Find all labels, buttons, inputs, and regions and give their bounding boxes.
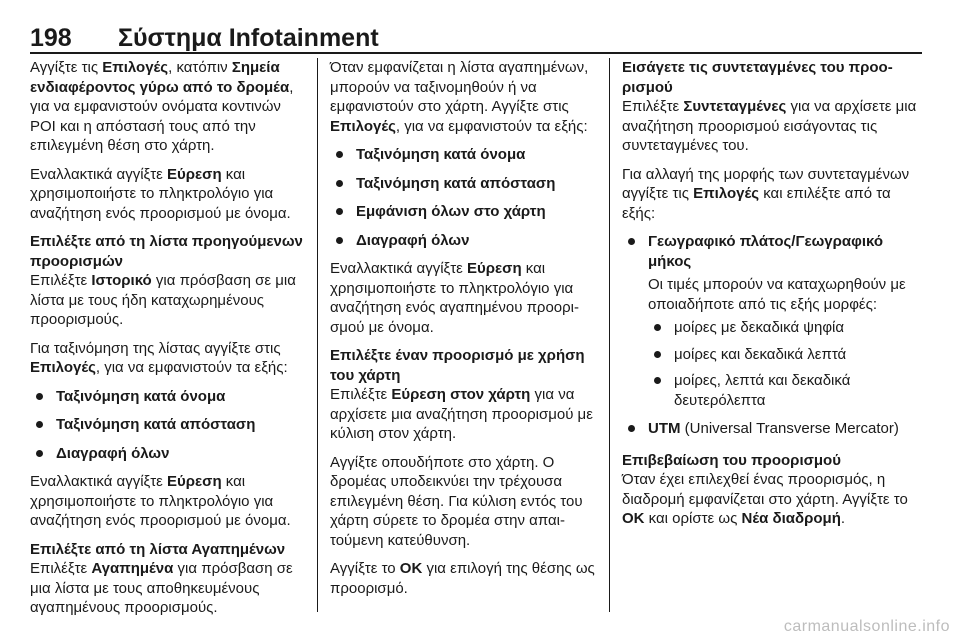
list-item: Ταξινόμηση κατά όνομα bbox=[30, 387, 310, 407]
list-item-text: Οι τιμές μπορούν να καταχωρηθούν με οποιαδήποτε από τις εξής μορφές: bbox=[648, 276, 906, 313]
section-heading: Επιλέξτε από τη λίστα Αγαπημένων bbox=[30, 540, 286, 558]
page-title: Σύστημα Infotainment bbox=[118, 24, 379, 52]
section-coordinates: Εισάγετε τις συντεταγμένες του προορισμού Επιλέξτε Συντεταγμένες για να αρχίσετε μια αναζήτηση προορισμού εισάγοντας τις συντεταγμένες του. bbox=[622, 58, 922, 156]
list-item: Διαγραφή όλων bbox=[30, 444, 310, 464]
sub-list-item: μοίρες και δεκαδικά λεπτά bbox=[648, 345, 922, 365]
paragraph: Για ταξινόμηση της λίστας αγγίξτε στις Επιλογές, για να εμφανιστούν τα εξής: bbox=[30, 339, 288, 376]
paragraph: Εναλλακτικά αγγίξτε Εύρεση και χρησιμοποιήστε το πληκτρολόγιο για αναζήτηση ενός προορισμού με όνομα. bbox=[30, 165, 291, 222]
list-item: Εμφάνιση όλων στο χάρτη bbox=[330, 202, 605, 222]
paragraph: Αγγίξτε οπουδήποτε στο χάρτη. Ο δρομέας υποδεικνύει την τρέχουσα επιλεγμένη θέση. Για κύλιση εντός του χάρτη σύρετε το δρομέα στην απαιτούμενη κατεύθυνση. bbox=[330, 453, 583, 549]
sub-bullet-list bbox=[648, 318, 922, 410]
column-right bbox=[622, 58, 922, 538]
list-item: UTM (Universal Transverse Mercator) bbox=[622, 419, 922, 439]
paragraph: Αγγίξτε το OK για επιλογή της θέσης ως προορισμό. bbox=[330, 560, 595, 597]
column-divider-2 bbox=[609, 58, 610, 612]
list-item: Ταξινόμηση κατά όνομα bbox=[330, 145, 605, 165]
paragraph: Εναλλακτικά αγγίξτε Εύρεση και χρησιμοποιήστε το πληκτρολόγιο για αναζήτηση ενός προορισμού με όνομα. bbox=[30, 473, 291, 529]
section-heading: Επιλέξτε έναν προορισμό με χρήση του χάρτη bbox=[330, 347, 585, 384]
list-item: Ταξινόμηση κατά απόσταση bbox=[330, 174, 605, 194]
paragraph: Εναλλακτικά αγγίξτε Εύρεση και χρησιμοποιήστε το πληκτρολόγιο για αναζήτηση ενός αγαπημένου προορισμού με όνομα. bbox=[330, 260, 579, 336]
section-history: Επιλέξτε από τη λίστα προηγούμενων προορισμών Επιλέξτε Ιστορικό για πρόσβαση σε μια λίστα με τους ήδη καταχωρημένους προορισμούς. bbox=[30, 232, 310, 330]
header-divider bbox=[30, 52, 922, 54]
list-item: Διαγραφή όλων bbox=[330, 231, 605, 251]
section-heading: Επιβεβαίωση του προορισμού bbox=[622, 451, 841, 469]
paragraph: Όταν εμφανίζεται η λίστα αγαπημένων, μπορούν να ταξινομηθούν ή να εμφανιστούν στο χάρτη. Αγγίξτε στις Επιλογές, για να εμφανιστούν τα εξής: bbox=[330, 59, 589, 135]
column-divider-1 bbox=[317, 58, 318, 612]
bullet-list bbox=[30, 387, 310, 464]
column-middle bbox=[330, 58, 605, 607]
column-left bbox=[30, 58, 310, 627]
list-item: Ταξινόμηση κατά απόσταση bbox=[30, 415, 310, 435]
paragraph: Αγγίξτε τις Επιλογές, κατόπιν Σημεία ενδιαφέροντος γύρω από το δρομέα, για να εμφανιστούν ονόματα κοντινών POI και η απόστασή τους από την επιλεγμένη θέση στο χάρτη. bbox=[30, 59, 294, 154]
sub-list-item: μοίρες με δεκαδικά ψηφία bbox=[648, 318, 922, 338]
section-confirm: Επιβεβαίωση του προορισμού Όταν έχει επιλεχθεί ένας προορισμός, η διαδρομή εμφανίζεται στο χάρτη. Αγγίξτε το OK και ορίστε ως Νέα διαδρομή. bbox=[622, 451, 922, 529]
list-item-label: Γεωγραφικό πλάτος/Γεωγραφικό μήκος bbox=[648, 233, 884, 270]
bullet-list bbox=[330, 145, 605, 250]
section-map-search: Επιλέξτε έναν προορισμό με χρήση του χάρτη Επιλέξτε Εύρεση στον χάρτη για να αρχίσετε μια αναζήτηση προορισμού με κύλιση στον χάρτη. bbox=[330, 346, 605, 444]
page-number: 198 bbox=[30, 24, 72, 52]
watermark: carmanualsonline.info bbox=[783, 618, 950, 635]
list-item bbox=[622, 232, 922, 410]
paragraph: Για αλλαγή της μορφής των συντεταγμένων αγγίξτε τις Επιλογές και επιλέξτε από τα εξής: bbox=[622, 165, 910, 222]
bullet-list bbox=[622, 232, 922, 439]
page-header bbox=[0, 0, 960, 52]
section-heading: Επιλέξτε από τη λίστα προηγούμενων προορισμών bbox=[30, 233, 303, 270]
section-favourites: Επιλέξτε από τη λίστα Αγαπημένων Επιλέξτε Αγαπημένα για πρόσβαση σε μια λίστα με τους αποθηκευμένους αγαπημένους προορισμούς. bbox=[30, 540, 310, 618]
section-heading: Εισάγετε τις συντεταγμένες του προορισμού bbox=[622, 59, 893, 96]
sub-list-item: μοίρες, λεπτά και δεκαδικά δευτερόλεπτα bbox=[648, 371, 922, 410]
list-item-label: UTM bbox=[648, 420, 681, 437]
